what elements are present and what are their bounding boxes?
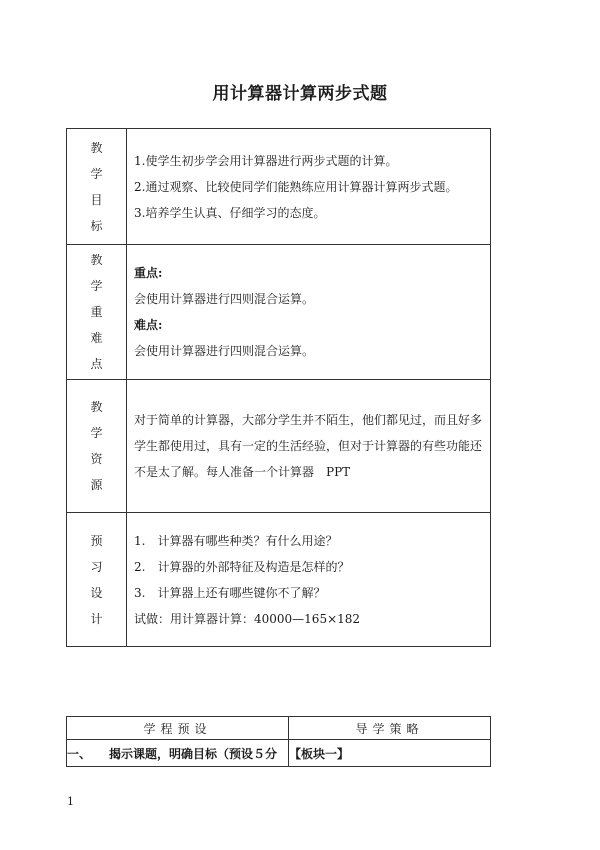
goal-line: 3.培养学生认真、仔细学习的态度。 xyxy=(134,205,326,220)
page-title: 用计算器计算两步式题 xyxy=(212,84,388,104)
learning-process-row xyxy=(67,740,491,767)
col-guidance-strategy: 导学策略 xyxy=(289,717,491,740)
key-points-row xyxy=(67,245,491,380)
focus-title: 重点: xyxy=(134,266,163,280)
key-points-content xyxy=(127,245,491,380)
focus-text: 会使用计算器进行四则混合运算。 xyxy=(134,292,315,306)
teaching-goal-content xyxy=(127,129,491,245)
teaching-goal-label: 教 学 目 标 xyxy=(67,129,127,245)
teaching-goal-row xyxy=(67,129,491,245)
resources-content xyxy=(127,380,491,513)
preview-line: 2. 计算器的外部特征及构造是怎样的？ xyxy=(134,559,350,574)
block-one-cell: 【板块一】 xyxy=(289,740,491,767)
learning-process-table xyxy=(66,716,491,767)
goal-line: 2.通过观察、比较使同学们能熟练应用计算器计算两步式题。 xyxy=(134,179,458,194)
key-points-label: 教 学 重 难 点 xyxy=(67,245,127,380)
resources-row xyxy=(67,380,491,513)
learning-process-header xyxy=(67,717,491,740)
step-one-cell: 一、 揭示课题，明确目标（预设５分 xyxy=(67,740,289,767)
preview-line: 3. 计算器上还有哪些键你不了解？ xyxy=(134,585,326,600)
page-number: 1 xyxy=(67,795,74,808)
difficulty-title: 难点: xyxy=(134,318,163,332)
preview-content xyxy=(127,513,491,647)
resources-label: 教 学 资 源 xyxy=(67,380,127,513)
col-learning-preset: 学程预设 xyxy=(67,717,289,740)
goal-line: 1.使学生初步学会用计算器进行两步式题的计算。 xyxy=(134,153,398,168)
preview-line: 1. 计算器有哪些种类？有什么用途？ xyxy=(134,533,338,548)
preview-line: 试做：用计算器计算：40000—165×182 xyxy=(134,611,361,626)
resources-line: 对于简单的计算器，大部分学生并不陌生，他们都见过，而且好多 xyxy=(134,413,483,427)
resources-line: 不是太了解。每人准备一个计算器 PPT xyxy=(134,465,351,479)
preview-row xyxy=(67,513,491,647)
resources-line: 学生都使用过，具有一定的生活经验，但对于计算器的有些功能还 xyxy=(134,439,483,453)
difficulty-text: 会使用计算器进行四则混合运算。 xyxy=(134,344,315,358)
preview-label: 预 习 设 计 xyxy=(67,513,127,647)
lesson-plan-table xyxy=(66,128,491,647)
